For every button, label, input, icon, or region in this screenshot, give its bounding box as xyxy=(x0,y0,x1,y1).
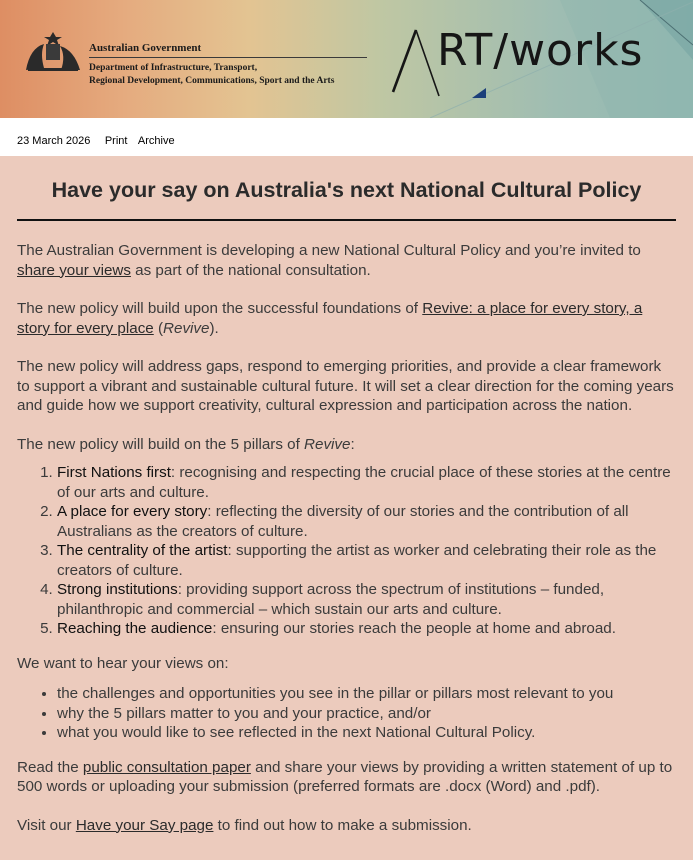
pillars-intro-colon: : xyxy=(350,435,355,453)
article-title: Have your say on Australia's next National Cultural Policy xyxy=(51,178,642,202)
views-item: • why the 5 pillars matter to you and your practice, and/or xyxy=(57,704,676,724)
pillar-item xyxy=(57,463,676,502)
pillar-item xyxy=(57,619,676,639)
revive-italic: Revive xyxy=(163,319,210,337)
intro-paragraph xyxy=(17,241,676,280)
revive-italic-2: Revive xyxy=(304,435,351,453)
pillars-intro-text: The new policy will build on the 5 pillars of xyxy=(17,435,305,453)
foundations-paragraph xyxy=(17,299,676,338)
department-name xyxy=(89,62,334,88)
visit-text: Visit our xyxy=(17,816,76,834)
foundations-text-end: ). xyxy=(209,319,219,337)
header-divider xyxy=(89,57,367,58)
pillar-description: : reflecting the diversity of our stories and the contribution of all Australians as the creators of culture. xyxy=(57,503,629,540)
share-your-views-link[interactable]: share your views xyxy=(17,261,131,279)
visit-paragraph xyxy=(17,816,676,836)
artworks-logo-text: RT/works xyxy=(437,25,644,76)
pillar-name: Reaching the audience xyxy=(57,620,213,637)
views-item: • what you would like to see reflected in the next National Cultural Policy. xyxy=(57,723,676,743)
header-banner xyxy=(0,0,693,118)
pillar-name: First Nations first xyxy=(57,464,171,481)
consultation-text: Read the xyxy=(17,758,83,776)
pillars-intro xyxy=(17,435,676,455)
views-item: • the challenges and opportunities you see in the pillar or pillars most relevant to you xyxy=(57,684,676,704)
pillar-description: : supporting the artist as worker and celebrating their role as the creators of culture. xyxy=(57,542,657,579)
pillars-list xyxy=(17,463,676,639)
issue-date: 23 March 2026 xyxy=(17,135,91,147)
pillar-item xyxy=(57,541,676,580)
government-name: Australian Government xyxy=(89,42,202,54)
foundations-paren: ( xyxy=(153,319,164,337)
department-line-1: Department of Infrastructure, Transport, xyxy=(89,63,258,73)
pillar-description: : recognising and respecting the crucial place of these stories at the centre of our arts and culture. xyxy=(57,464,671,501)
archive-link[interactable]: Archive xyxy=(137,135,175,147)
foundations-text: The new policy will build upon the successful foundations of xyxy=(17,300,423,317)
intro-text: The Australian Government is developing a new National Cultural Policy and you’re invited to xyxy=(17,242,641,259)
consultation-paper-link[interactable]: public consultation paper xyxy=(82,758,251,776)
revive-link[interactable]: Revive: a place for every story, a story for every place xyxy=(17,300,643,337)
consultation-paragraph xyxy=(17,758,676,797)
consultation-text-end: and share your views by providing a written statement of up to 500 words or uploading your submission (preferred formats are .docx (Word) and .pdf). xyxy=(17,758,673,795)
pillar-item xyxy=(57,580,676,619)
views-list xyxy=(17,684,676,743)
visit-text-end: to find out how to make a submission. xyxy=(213,816,472,834)
intro-text-end: as part of the national consultation. xyxy=(130,261,371,279)
print-link[interactable]: Print xyxy=(104,135,128,147)
title-divider xyxy=(17,219,676,221)
pillar-name: Strong institutions xyxy=(57,581,178,598)
newsletter-body xyxy=(0,156,693,835)
have-your-say-link[interactable]: Have your Say page xyxy=(75,816,214,834)
gaps-paragraph: The new policy will address gaps, respond to emerging priorities, and provide a clear framework to support a vibrant and sustainable cultural future. It will set a clear direction for the coming years and guide how we support creativity, cultural expression and participation across the nation. xyxy=(17,358,674,414)
pillar-description: : providing support across the spectrum of institutions – funded, philanthropic and commercial – which sustain our arts and culture. xyxy=(57,581,605,618)
pillar-item xyxy=(57,502,676,541)
department-line-2: Regional Development, Communications, Sport and the Arts xyxy=(89,76,335,86)
pillar-name: A place for every story xyxy=(57,503,208,520)
pillar-name: The centrality of the artist xyxy=(57,542,228,559)
coat-of-arms-icon xyxy=(22,30,84,74)
artworks-a-mark-icon xyxy=(390,26,442,102)
top-bar xyxy=(0,118,693,156)
views-intro: We want to hear your views on: xyxy=(17,654,229,672)
pillar-description: : ensuring our stories reach the people at home and abroad. xyxy=(212,620,616,637)
